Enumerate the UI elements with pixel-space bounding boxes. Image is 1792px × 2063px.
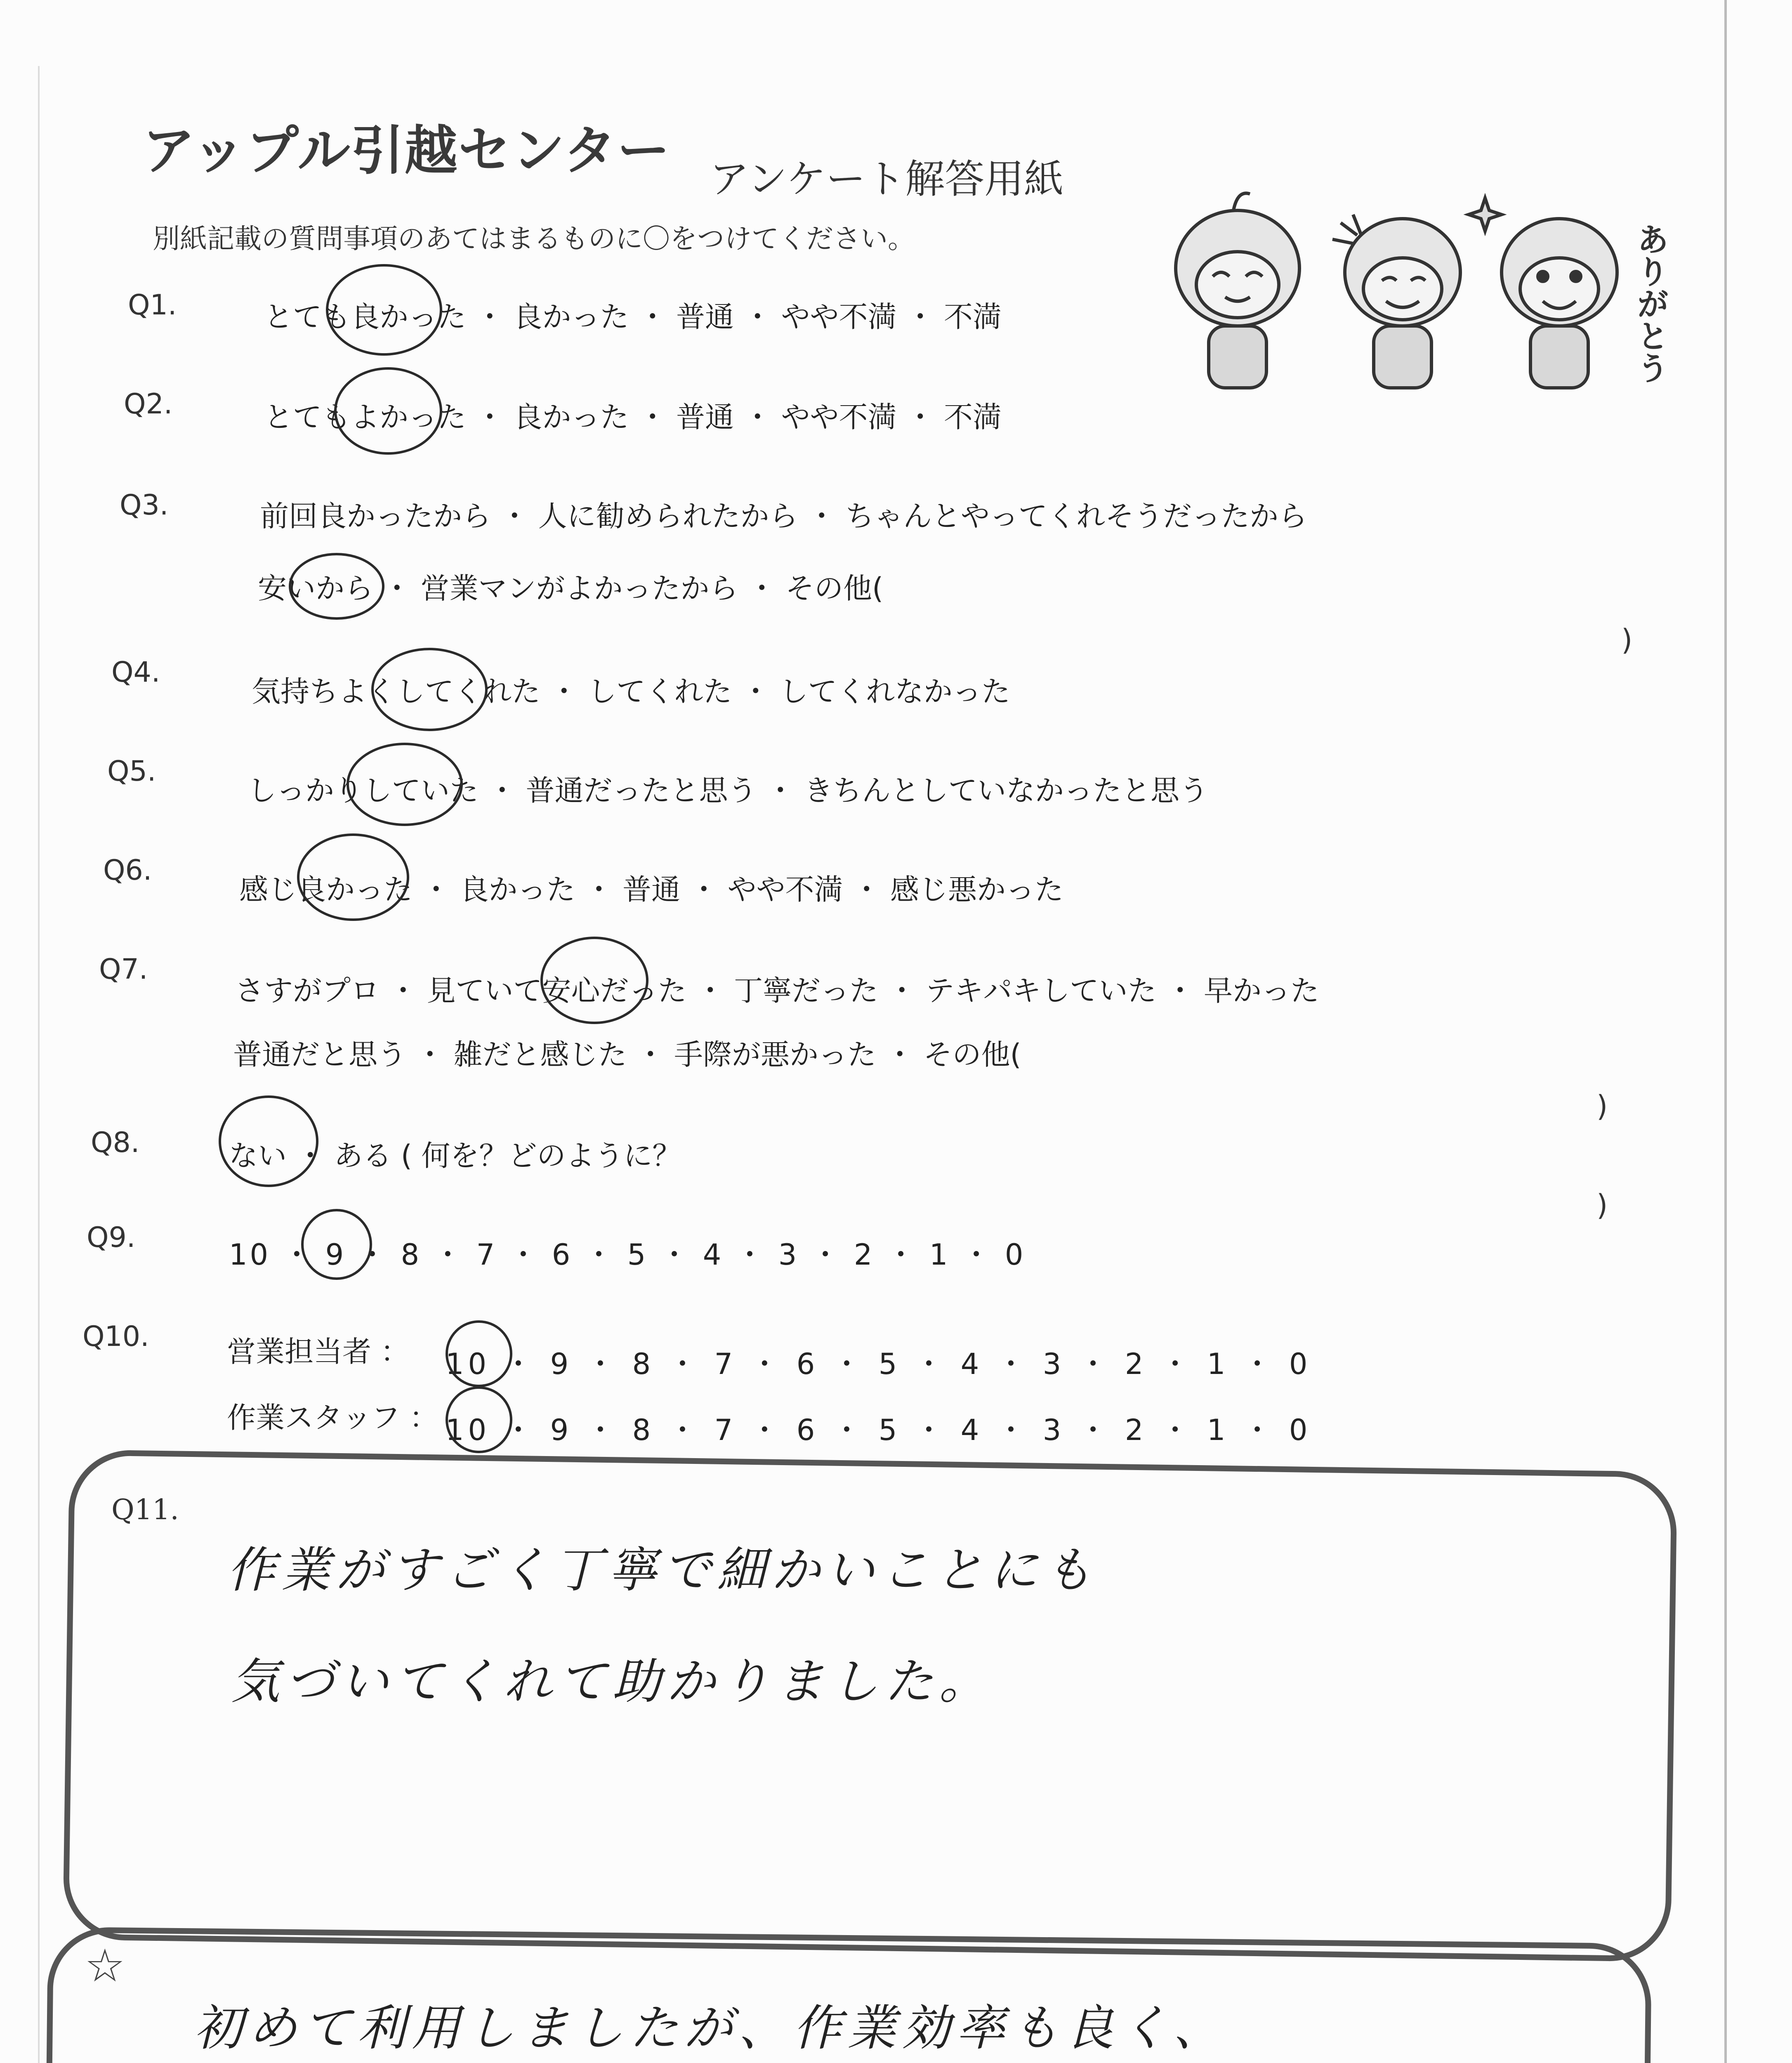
q3-options-line2: 安いから ・ 営業マンがよかったから ・ その他( xyxy=(258,571,884,605)
q5-answer-circle xyxy=(347,743,463,826)
company-title: アップル引越センター xyxy=(142,120,671,182)
q3-answer-circle xyxy=(289,553,384,620)
q1-label: Q1. xyxy=(128,289,177,321)
q6-answer-circle xyxy=(297,833,409,921)
q10-staff-answer-circle xyxy=(446,1386,512,1453)
q3-options-line1: 前回良かったから ・ 人に勧められたから ・ ちゃんとやってくれそうだったから xyxy=(260,499,1308,533)
star-icon: ☆ xyxy=(85,1939,125,1992)
q8-answer-circle xyxy=(219,1095,318,1187)
q2-options: とてもよかった ・ 良かった ・ 普通 ・ やや不満 ・ 不満 xyxy=(264,400,1002,434)
comment-line-1: 初めて利用しましたが、作業効率も良く、 xyxy=(194,1999,1228,2056)
q1-options: とても良かった ・ 良かった ・ 普通 ・ やや不満 ・ 不満 xyxy=(264,300,1002,334)
q3-label: Q3. xyxy=(120,489,169,522)
q8-label: Q8. xyxy=(91,1126,140,1159)
q6-label: Q6. xyxy=(103,854,152,887)
instruction-text: 別紙記載の質問事項のあてはまるものに〇をつけてください。 xyxy=(153,223,915,255)
q4-label: Q4. xyxy=(111,656,160,689)
q11-label: Q11. xyxy=(111,1494,179,1526)
q2-answer-circle xyxy=(334,367,442,455)
q11-answer-line-2: 気づいてくれて助かりました。 xyxy=(231,1653,994,1710)
q10-sales-scale: 10 ・ 9 ・ 8 ・ 7 ・ 6 ・ 5 ・ 4 ・ 3 ・ 2 ・ 1 ・ 0 xyxy=(446,1347,1312,1381)
q10-staff-scale: 10 ・ 9 ・ 8 ・ 7 ・ 6 ・ 5 ・ 4 ・ 3 ・ 2 ・ 1 ・ 0 xyxy=(446,1413,1312,1447)
q11-answer-line-1: 作業がすごく丁寧で細かいことにも xyxy=(227,1541,1099,1598)
q10-staff-label: 作業スタッフ ： xyxy=(227,1401,439,1435)
form-subtitle: アンケート解答用紙 xyxy=(710,156,1064,202)
q10-label: Q10. xyxy=(83,1320,149,1353)
q7-options-line1: さすがプロ ・ 見ていて安心だった ・ 丁寧だった ・ テキパキしていた ・ 早かった xyxy=(235,974,1320,1008)
q1-answer-circle xyxy=(326,264,442,356)
q7-close-paren: ) xyxy=(1596,1089,1608,1123)
q4-answer-circle xyxy=(371,648,488,731)
scan-edge-left xyxy=(38,66,40,2063)
q9-scale: 10 ・ 9 ・ 8 ・ 7 ・ 6 ・ 5 ・ 4 ・ 3 ・ 2 ・ 1 ・ 0 xyxy=(229,1238,1026,1272)
q7-options-line2: 普通だと思う ・ 雑だと感じた ・ 手際が悪かった ・ その他( xyxy=(233,1038,1021,1072)
scan-edge-right xyxy=(1724,0,1727,2063)
q5-options: しっかりしていた ・ 普通だったと思う ・ きちんとしていなかったと思う xyxy=(248,774,1209,807)
q9-answer-circle xyxy=(301,1209,372,1280)
q9-label: Q9. xyxy=(87,1221,136,1254)
q10-sales-label: 営業担当者 ： xyxy=(227,1335,410,1369)
q7-answer-circle xyxy=(540,937,648,1024)
q3-close-paren: ) xyxy=(1621,623,1633,657)
q8-options: ない ・ ある ( 何を？どのように？ xyxy=(229,1139,681,1173)
q4-options: 気持ちよくしてくれた ・ してくれた ・ してくれなかった xyxy=(252,675,1011,708)
q10-sales-answer-circle xyxy=(446,1320,512,1387)
mascot-thanks-text: ありがとう xyxy=(1632,223,1669,384)
q2-label: Q2. xyxy=(124,388,173,420)
q6-options: 感じ良かった ・ 良かった ・ 普通 ・ やや不満 ・ 感じ悪かった xyxy=(239,873,1064,906)
q5-label: Q5. xyxy=(107,755,156,788)
q8-close-paren: ) xyxy=(1596,1188,1608,1222)
mascot-illustration xyxy=(1147,173,1724,404)
q7-label: Q7. xyxy=(99,953,148,986)
